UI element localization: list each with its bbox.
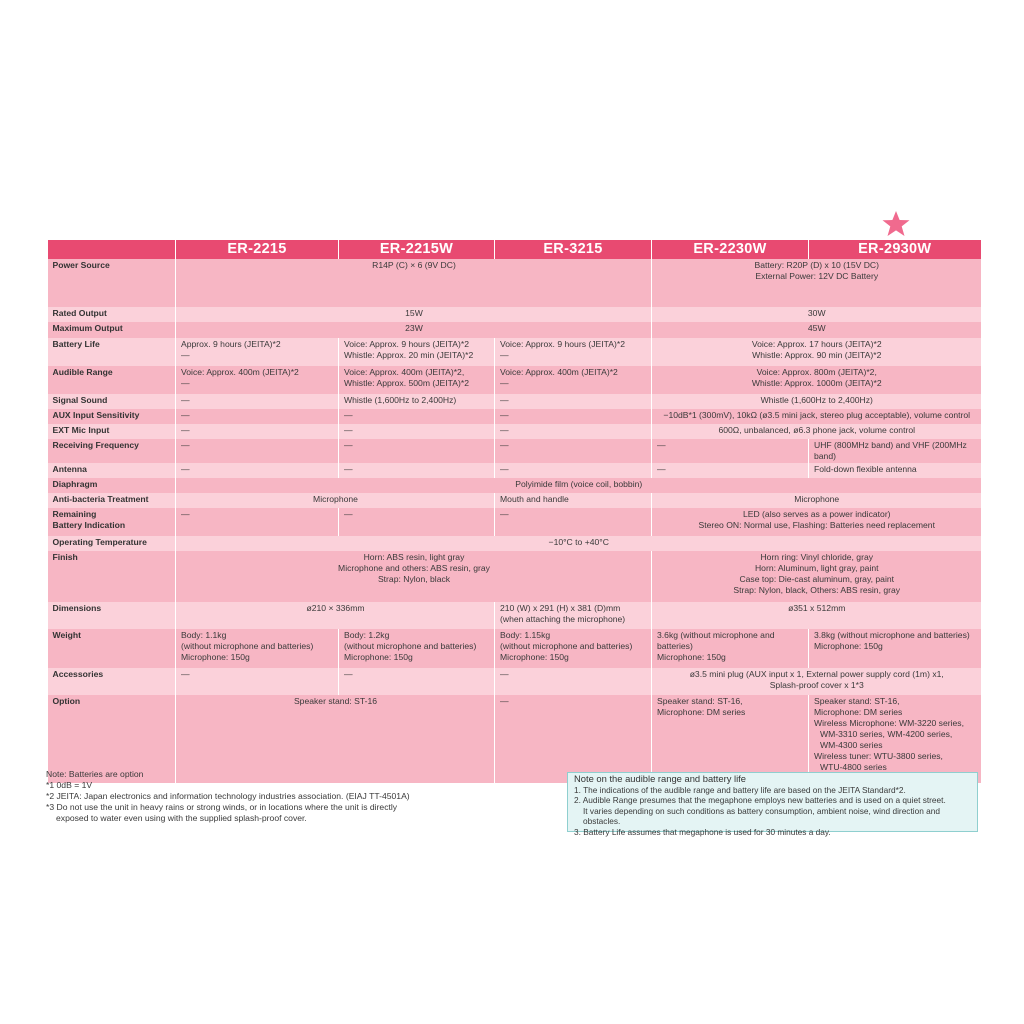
cell: Microphone <box>652 493 981 508</box>
row-label: Diaphragm <box>48 478 176 493</box>
cell: 30W <box>652 307 981 322</box>
row-label: Power Source <box>48 259 176 307</box>
cell: −10°C to +40°C <box>176 536 981 551</box>
cell: — <box>176 668 339 695</box>
cell: — <box>176 463 339 478</box>
cell: — <box>339 463 495 478</box>
cell: — <box>495 394 652 409</box>
cell: 15W <box>176 307 652 322</box>
model-header: ER-2230W <box>652 240 809 259</box>
cell: 210 (W) x 291 (H) x 381 (D)mm (when attaching the microphone) <box>495 602 652 629</box>
row-label: Finish <box>48 551 176 602</box>
cell: Microphone <box>176 493 495 508</box>
cell: — <box>176 439 339 463</box>
cell: Speaker stand: ST-16, Microphone: DM series <box>652 695 809 783</box>
cell: — <box>495 409 652 424</box>
cell: Voice: Approx. 400m (JEITA)*2 — <box>495 366 652 394</box>
cell: Body: 1.15kg (without microphone and batteries) Microphone: 150g <box>495 629 652 668</box>
table-row <box>48 508 981 536</box>
cell: Whistle (1,600Hz to 2,400Hz) <box>652 394 981 409</box>
table-row <box>48 366 981 394</box>
model-header-row <box>48 240 981 259</box>
cell: Voice: Approx. 9 hours (JEITA)*2 Whistle: Approx. 20 min (JEITA)*2 <box>339 338 495 366</box>
cell: — <box>495 508 652 536</box>
note-line: It varies depending on such conditions as battery consumption, ambient noise, wind direction and obstacles. <box>583 805 940 827</box>
cell: Speaker stand: ST-16 <box>176 695 495 783</box>
footnote: *2 JEITA: Japan electronics and information technology industries association. (EIAJ TT-4501A) <box>46 791 410 801</box>
note-line: 1. The indications of the audible range and battery life are based on the JEITA Standard*2. <box>574 784 906 795</box>
row-label: Audible Range <box>48 366 176 394</box>
cell: Battery: R20P (D) x 10 (15V DC) External Power: 12V DC Battery <box>652 259 981 307</box>
cell: — <box>339 439 495 463</box>
cell: R14P (C) × 6 (9V DC) <box>176 259 652 307</box>
row-label: Antenna <box>48 463 176 478</box>
table-row <box>48 629 981 668</box>
table-row <box>48 307 981 322</box>
row-label: Battery Life <box>48 338 176 366</box>
cell: Body: 1.2kg (without microphone and batteries) Microphone: 150g <box>339 629 495 668</box>
cell: — <box>339 424 495 439</box>
cell: — <box>176 394 339 409</box>
cell: Approx. 9 hours (JEITA)*2 — <box>176 338 339 366</box>
cell: 3.6kg (without microphone and batteries) Microphone: 150g <box>652 629 809 668</box>
table-row <box>48 493 981 508</box>
table-row <box>48 668 981 695</box>
cell: Horn: ABS resin, light gray Microphone and others: ABS resin, gray Strap: Nylon, black <box>176 551 652 602</box>
table-row <box>48 536 981 551</box>
cell: Voice: Approx. 800m (JEITA)*2, Whistle: Approx. 1000m (JEITA)*2 <box>652 366 981 394</box>
cell: — <box>652 463 809 478</box>
footnote: Note: Batteries are option <box>46 769 144 779</box>
row-label: EXT Mic Input <box>48 424 176 439</box>
table-row <box>48 338 981 366</box>
cell: 45W <box>652 322 981 338</box>
cell: — <box>495 695 652 783</box>
row-label: Weight <box>48 629 176 668</box>
cell: LED (also serves as a power indicator) Stereo ON: Normal use, Flashing: Batteries need replacement <box>652 508 981 536</box>
cell: — <box>495 463 652 478</box>
cell: — <box>495 439 652 463</box>
table-row <box>48 478 981 493</box>
cell: 3.8kg (without microphone and batteries) Microphone: 150g <box>809 629 981 668</box>
cell: — <box>339 508 495 536</box>
row-label: Operating Temperature <box>48 536 176 551</box>
header-blank <box>48 240 176 259</box>
cell: — <box>339 668 495 695</box>
cell: ø351 x 512mm <box>652 602 981 629</box>
cell: 600Ω, unbalanced, ø6.3 phone jack, volume control <box>652 424 981 439</box>
cell: Polyimide film (voice coil, bobbin) <box>176 478 981 493</box>
row-label: Receiving Frequency <box>48 439 176 463</box>
model-header: ER-2215 <box>176 240 339 259</box>
footnote: exposed to water even using with the supplied splash-proof cover. <box>56 813 307 823</box>
table-row <box>48 602 981 629</box>
cell: Mouth and handle <box>495 493 652 508</box>
table-row <box>48 439 981 463</box>
table-row <box>48 463 981 478</box>
model-header: ER-2215W <box>339 240 495 259</box>
cell: Voice: Approx. 17 hours (JEITA)*2 Whistle: Approx. 90 min (JEITA)*2 <box>652 338 981 366</box>
row-label: Option <box>48 695 176 783</box>
table-row <box>48 322 981 338</box>
row-label: Accessories <box>48 668 176 695</box>
spec-table <box>47 240 981 783</box>
cell: — <box>176 424 339 439</box>
footnote: *3 Do not use the unit in heavy rains or strong winds, or in locations where the unit is directly <box>46 802 398 812</box>
footnote: *1 0dB = 1V <box>46 780 93 790</box>
cell: Speaker stand: ST-16, Microphone: DM series Wireless Microphone: WM-3220 series, WM-3310 series, WM-4200 series, WM-4300 series Wireless tuner: WTU-3800 series, WTU-4800 series <box>809 695 981 783</box>
table-row <box>48 551 981 602</box>
cell: ø210 × 336mm <box>176 602 495 629</box>
row-label: Maximum Output <box>48 322 176 338</box>
note-line: 2. Audible Range presumes that the megaphone employs new batteries and is used on a quiet street. <box>574 795 946 806</box>
row-label: Anti-bacteria Treatment <box>48 493 176 508</box>
cell: — <box>495 668 652 695</box>
cell: Voice: Approx. 400m (JEITA)*2, Whistle: Approx. 500m (JEITA)*2 <box>339 366 495 394</box>
row-label: AUX Input Sensitivity <box>48 409 176 424</box>
cell: — <box>176 409 339 424</box>
model-header: ER-2930W <box>809 240 981 259</box>
note-box <box>567 772 978 837</box>
row-label: Rated Output <box>48 307 176 322</box>
cell: — <box>339 409 495 424</box>
cell: Whistle (1,600Hz to 2,400Hz) <box>339 394 495 409</box>
star-icon <box>881 210 911 238</box>
row-label: Dimensions <box>48 602 176 629</box>
row-label: Signal Sound <box>48 394 176 409</box>
cell: −10dB*1 (300mV), 10kΩ (ø3.5 mini jack, stereo plug acceptable), volume control <box>652 409 981 424</box>
table-row <box>48 424 981 439</box>
table-row <box>48 409 981 424</box>
note-line: 3. Battery Life assumes that megaphone is used for 30 minutes a day. <box>574 826 831 837</box>
row-label: Remaining Battery Indication <box>48 508 176 536</box>
cell: Horn ring: Vinyl chloride, gray Horn: Aluminum, light gray, paint Case top: Die-cast aluminum, gray, paint Strap: Nylon, black, Others: ABS resin, gray <box>652 551 981 602</box>
cell: UHF (800MHz band) and VHF (200MHz band) <box>809 439 981 463</box>
cell: Fold-down flexible antenna <box>809 463 981 478</box>
cell: 23W <box>176 322 652 338</box>
note-box-title: Note on the audible range and battery life <box>574 773 746 784</box>
table-row <box>48 259 981 307</box>
cell: — <box>176 508 339 536</box>
cell: — <box>652 439 809 463</box>
table-row <box>48 394 981 409</box>
cell: ø3.5 mini plug (AUX input x 1, External power supply cord (1m) x1, Splash-proof cover x 1*3 <box>652 668 981 695</box>
footnotes <box>46 769 446 824</box>
cell: Voice: Approx. 9 hours (JEITA)*2 — <box>495 338 652 366</box>
model-header: ER-3215 <box>495 240 652 259</box>
cell: Voice: Approx. 400m (JEITA)*2 — <box>176 366 339 394</box>
cell: Body: 1.1kg (without microphone and batteries) Microphone: 150g <box>176 629 339 668</box>
cell: — <box>495 424 652 439</box>
